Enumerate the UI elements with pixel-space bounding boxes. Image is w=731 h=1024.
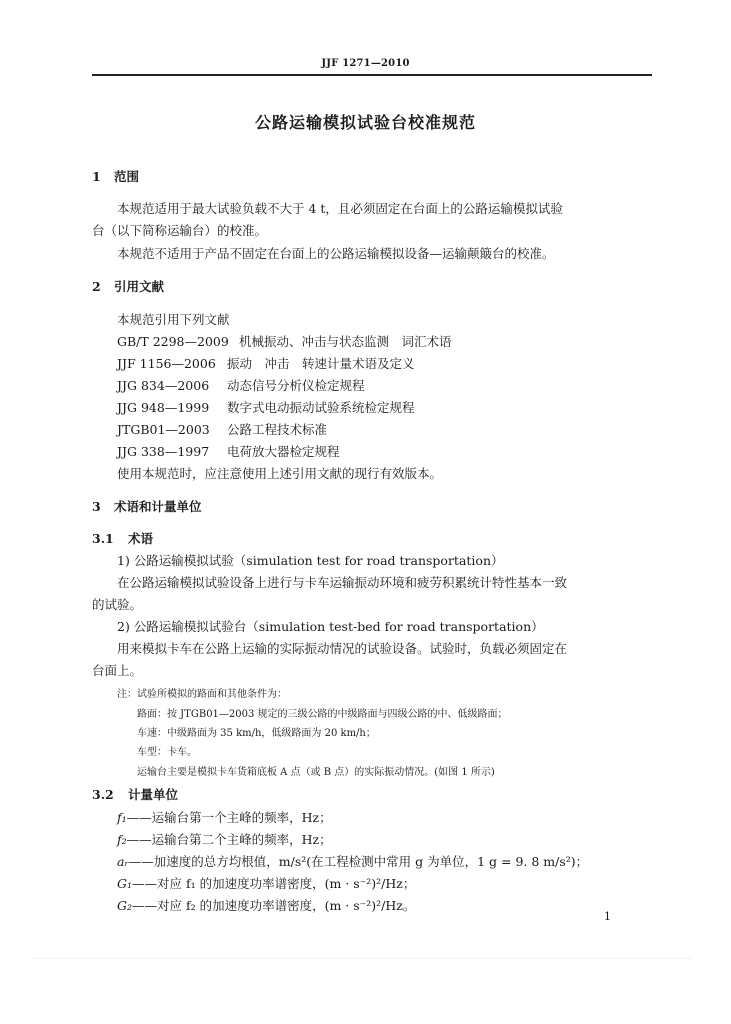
document-title: 公路运输模拟试验台校准规范 <box>254 113 476 132</box>
section-title: 范围 <box>114 169 140 184</box>
reference-name: 机械振动、冲击与状态监测 词汇术语 <box>239 334 452 349</box>
page-number: 1 <box>604 910 611 923</box>
reference-name: 公路工程技术标准 <box>227 422 328 437</box>
header-rule <box>92 74 652 76</box>
section-1-heading <box>92 167 139 185</box>
reference-item <box>117 442 340 460</box>
note-heading: 注：试验所模拟的路面和其他条件为： <box>117 689 287 700</box>
note-vehicle-type: 车型：卡车。 <box>137 747 197 758</box>
note-main: 运输台主要是模拟卡车货箱底板 A 点（或 B 点）的实际振动情况。(如图 1 所示) <box>137 767 495 778</box>
references-intro: 本规范引用下列文献 <box>117 312 230 327</box>
unit-f1 <box>117 808 332 826</box>
reference-code: JJF 1156—2006 <box>117 356 216 371</box>
subsection-3-1-heading <box>92 529 153 547</box>
reference-code: JJG 338—1997 <box>117 444 210 459</box>
reference-code: GB/T 2298—2009 <box>117 334 229 349</box>
reference-code: JTGB01—2003 <box>117 422 210 437</box>
reference-code: JJG 834—2006 <box>117 378 210 393</box>
section-title: 引用文献 <box>114 279 165 294</box>
definition: ——对应 f₂ 的加速度功率谱密度，(m · s⁻²)²/Hz。 <box>132 898 416 913</box>
reference-item <box>117 354 415 372</box>
term-1-definition-line-2: 的试验。 <box>92 597 143 612</box>
symbol: f₂ <box>117 832 127 847</box>
reference-item <box>117 420 327 438</box>
symbol: G₁ <box>117 876 132 891</box>
section-title: 术语和计量单位 <box>114 499 202 514</box>
subsection-3-2-heading <box>92 785 178 803</box>
symbol: G₂ <box>117 898 132 913</box>
note-speed: 车速：中级路面为 35 km/h，低级路面为 20 km/h； <box>137 728 376 739</box>
note-road: 路面：按 JTGB01—2003 规定的三级公路的中级路面与四级公路的中、低级路面； <box>137 709 508 720</box>
section-1-para-1-line-2: 台（以下简称运输台）的校准。 <box>92 223 268 238</box>
unit-g1 <box>117 874 415 892</box>
subsection-number: 3.1 <box>92 531 114 546</box>
unit-f2 <box>117 830 332 848</box>
term-2-definition-line-1: 用来模拟卡车在公路上运输的实际振动情况的试验设备。试验时，负载必须固定在 <box>117 641 568 656</box>
term-2-definition-line-2: 台面上。 <box>92 663 143 678</box>
unit-ar <box>117 852 588 870</box>
unit-g2 <box>117 896 415 914</box>
section-1-para-2: 本规范不适用于产品不固定在台面上的公路运输模拟设备—运输颠簸台的校准。 <box>117 246 555 261</box>
references-closing: 使用本规范时，应注意使用上述引用文献的现行有效版本。 <box>117 466 443 481</box>
section-2-heading <box>92 277 164 295</box>
reference-item <box>117 332 452 350</box>
subsection-title: 术语 <box>128 531 154 546</box>
term-2: 2) 公路运输模拟试验台（simulation test-bed for road transportation） <box>117 619 544 634</box>
section-number: 2 <box>92 279 101 294</box>
reference-name: 动态信号分析仪检定规程 <box>227 378 365 393</box>
reference-item <box>117 398 415 416</box>
reference-name: 振动 冲击 转速计量术语及定义 <box>227 356 415 371</box>
reference-item <box>117 376 365 394</box>
term-1-definition-line-1: 在公路运输模拟试验设备上进行与卡车运输振动环境和疲劳积累统计特性基本一致 <box>117 575 568 590</box>
symbol: aᵣ <box>117 854 129 869</box>
reference-name: 电荷放大器检定规程 <box>227 444 340 459</box>
definition: ——对应 f₁ 的加速度功率谱密度，(m · s⁻²)²/Hz； <box>132 876 416 891</box>
subsection-title: 计量单位 <box>128 787 179 802</box>
term-1: 1) 公路运输模拟试验（simulation test for road transportation） <box>117 553 504 568</box>
document-code-header: JJF 1271—2010 <box>321 58 410 69</box>
section-number: 3 <box>92 499 101 514</box>
definition: ——加速度的总方均根值，m/s²(在工程检测中常用 g 为单位，1 g = 9. 8 m/s²)； <box>128 854 589 869</box>
reference-name: 数字式电动振动试验系统检定规程 <box>227 400 415 415</box>
definition: ——运输台第二个主峰的频率，Hz； <box>126 832 332 847</box>
symbol: f₁ <box>117 810 127 825</box>
scan-edge-line <box>32 958 692 959</box>
reference-code: JJG 948—1999 <box>117 400 210 415</box>
definition: ——运输台第一个主峰的频率，Hz； <box>126 810 332 825</box>
subsection-number: 3.2 <box>92 787 114 802</box>
section-number: 1 <box>92 169 101 184</box>
section-3-heading <box>92 497 202 515</box>
section-1-para-1-line-1: 本规范适用于最大试验负载不大于 4 t，且必须固定在台面上的公路运输模拟试验 <box>117 201 563 216</box>
